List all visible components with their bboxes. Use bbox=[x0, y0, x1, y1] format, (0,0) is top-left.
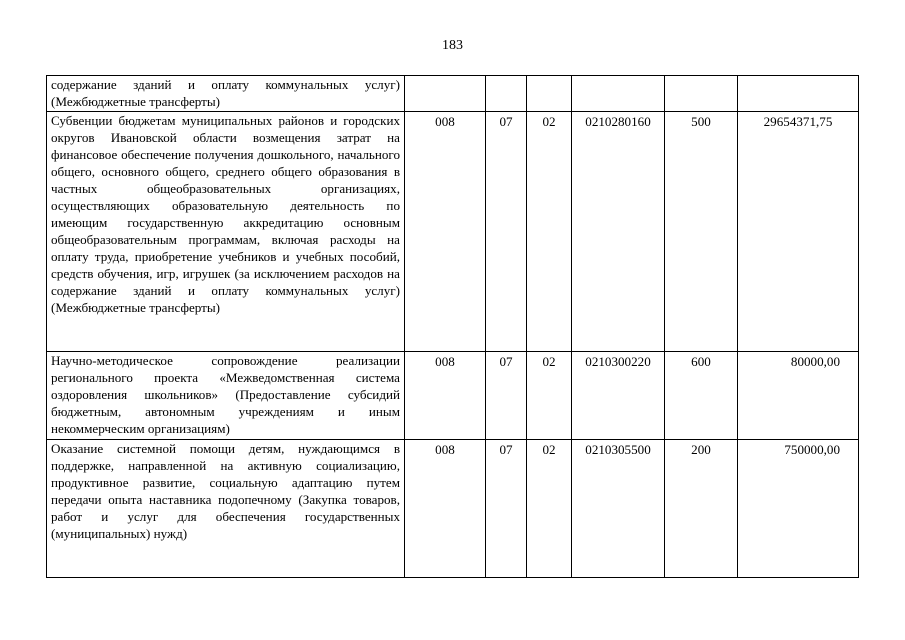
row-description: Субвенции бюджетам муниципальных районов и городских округов Ивановской области возмещения затрат на финансовое обеспечение получения дошкольного, начального общего, основного общего, среднего общего образования в частных общеобразовательных организациях, осуществляющих образовательную деятельность по имеющим государственную аккредитацию основным общеобразовательным программам, включая расходы на оплату труда, приобретение учебников и учебных пособий, средств обучения, игр, игрушек (за исключением расходов на содержание зданий и оплату коммунальных услуг) (Межбюджетные трансферты) bbox=[47, 112, 405, 352]
row-amount bbox=[738, 76, 859, 112]
table-row bbox=[47, 76, 859, 112]
row-ministry-code: 008 bbox=[405, 352, 486, 440]
row-description: Научно-методическое сопровождение реализации регионального проекта «Межведомственная система оздоровления школьников» (Предоставление субсидий бюджетным, автономным учреждениям и иным некоммерческим организациям) bbox=[47, 352, 405, 440]
row-target-article: 0210280160 bbox=[572, 112, 665, 352]
row-section-code: 07 bbox=[486, 112, 527, 352]
row-target-article: 0210300220 bbox=[572, 352, 665, 440]
row-subsection-code: 02 bbox=[527, 440, 572, 578]
table-row bbox=[47, 112, 859, 352]
row-ministry-code bbox=[405, 76, 486, 112]
table-row bbox=[47, 440, 859, 578]
row-target-article bbox=[572, 76, 665, 112]
row-expense-type bbox=[665, 76, 738, 112]
row-description: содержание зданий и оплату коммунальных услуг) (Межбюджетные трансферты) bbox=[47, 76, 405, 112]
row-target-article: 0210305500 bbox=[572, 440, 665, 578]
table-row bbox=[47, 352, 859, 440]
row-ministry-code: 008 bbox=[405, 440, 486, 578]
row-subsection-code: 02 bbox=[527, 352, 572, 440]
row-amount: 750000,00 bbox=[738, 440, 859, 578]
row-subsection-code bbox=[527, 76, 572, 112]
row-amount: 29654371,75 bbox=[738, 112, 859, 352]
row-section-code bbox=[486, 76, 527, 112]
row-expense-type: 500 bbox=[665, 112, 738, 352]
row-section-code: 07 bbox=[486, 352, 527, 440]
row-ministry-code: 008 bbox=[405, 112, 486, 352]
row-subsection-code: 02 bbox=[527, 112, 572, 352]
row-expense-type: 600 bbox=[665, 352, 738, 440]
row-section-code: 07 bbox=[486, 440, 527, 578]
row-expense-type: 200 bbox=[665, 440, 738, 578]
row-amount: 80000,00 bbox=[738, 352, 859, 440]
page-number: 183 bbox=[442, 38, 463, 53]
budget-table bbox=[46, 75, 859, 578]
row-description: Оказание системной помощи детям, нуждающимся в поддержке, направленной на активную социализацию, продуктивное развитие, социальную адаптацию путем передачи опыта наставника подопечному (Закупка товаров, работ и услуг для обеспечения государственных (муниципальных) нужд) bbox=[47, 440, 405, 578]
